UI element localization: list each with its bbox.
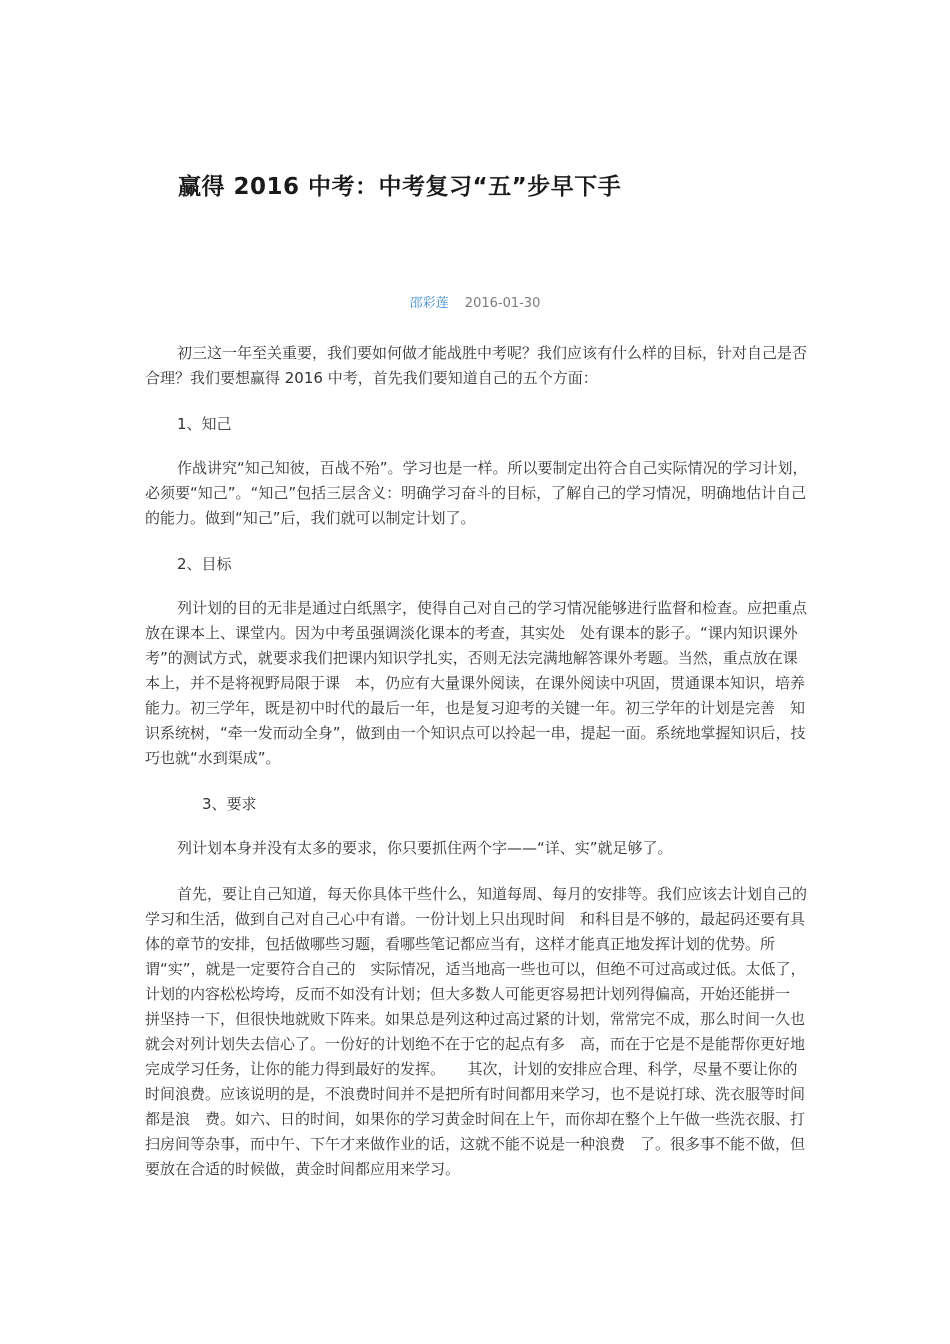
section-heading-3: 3、要求 [202, 795, 257, 813]
section-heading-1: 1、知己 [177, 415, 232, 433]
article-author[interactable]: 邵彩莲 [409, 296, 449, 311]
section-heading-2: 2、目标 [177, 555, 232, 573]
article-date: 2016-01-30 [464, 296, 541, 311]
section-2-paragraph: 列计划的目的无非是通过白纸黑字，使得自己对自己的学习情况能够进行监督和检查。应把重点放在课本上、课堂内。因为中考虽强调淡化课本的考查，其实处 处有课本的影子。“课内知识课外考”的测试方式，就要求我们把课内知识学扎实，否则无法完满地解答课外考题。当然，重点放在课本上，并不是将视野局限于课 本，仍应有大量课外阅读，在课外阅读中巩固，贯通课本知识，培养能力。初三学年，既是初中时代的最后一年，也是复习迎考的关键一年。初三学年的计划是完善 知识系统树，“牵一发而动全身”，做到由一个知识点可以拎起一串，提起一面。系统地掌握知识后，技巧也就“水到渠成”。 [145, 599, 808, 767]
intro-paragraph: 初三这一年至关重要，我们要如何做才能战胜中考呢？我们应该有什么样的目标，针对自己是否合理？我们要想赢得 2016 中考，首先我们要知道自己的五个方面： [145, 344, 808, 387]
section-3-paragraph-1: 列计划本身并没有太多的要求，你只要抓住两个字——“详、实”就足够了。 [177, 839, 673, 857]
article-meta [0, 292, 950, 311]
article-body [145, 341, 811, 1203]
article-title: 赢得 2016 中考：中考复习“五”步早下手 [178, 174, 622, 200]
section-1-paragraph: 作战讲究“知己知彼，百战不殆”。学习也是一样。所以要制定出符合自己实际情况的学习计划，必须要“知己”。“知己”包括三层含义：明确学习奋斗的目标，了解自己的学习情况，明确地估计自己的能力。做到“知己”后，我们就可以制定计划了。 [145, 459, 808, 527]
section-3-paragraph-2: 首先，要让自己知道，每天你具体干些什么，知道每周、每月的安排等。我们应该去计划自己的学习和生活，做到自己对自己心中有谱。一份计划上只出现时间 和科目是不够的，最起码还要有具体的章节的安排，包括做哪些习题，看哪些笔记都应当有，这样才能真正地发挥计划的优势。所谓“实”，就是一定要符合自己的 实际情况，适当地高一些也可以，但绝不可过高或过低。太低了，计划的内容松松垮垮，反而不如没有计划；但大多数人可能更容易把计划列得偏高，开始还能拼一 拼坚持一下，但很快地就败下阵来。如果总是列这种过高过紧的计划，常常完不成，那么时间一久也就会对列计划失去信心了。一份好的计划绝不在于它的起点有多 高，而在于它是不是能帮你更好地完成学习任务，让你的能力得到最好的发挥。 其次，计划的安排应合理、科学，尽量不要让你的时间浪费。应该说明的是，不浪费时间并不是把所有时间都用来学习，也不是说打球、洗衣服等时间都是浪 费。如六、日的时间，如果你的学习黄金时间在上午，而你却在整个上午做一些洗衣服、打扫房间等杂事，而中午、下午才来做作业的话，这就不能不说是一种浪费 了。很多事不能不做，但要放在合适的时候做，黄金时间都应用来学习。 [145, 885, 808, 1178]
